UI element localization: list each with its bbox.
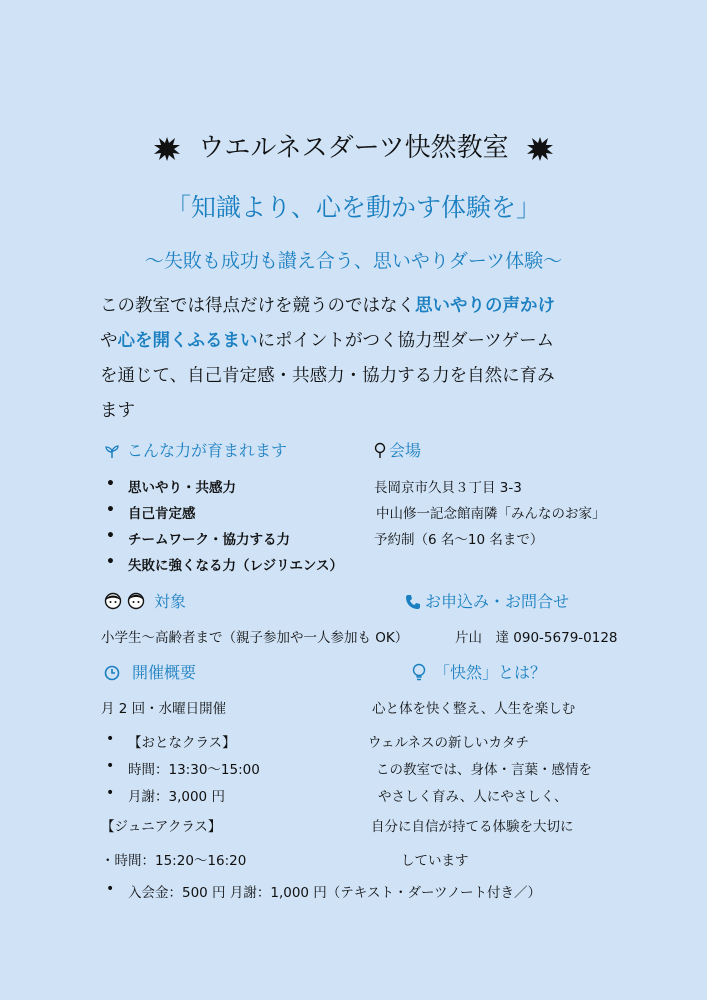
intro-highlight: 心を開くふるまい (117, 331, 258, 351)
venue-heading (374, 438, 421, 461)
adult-class-list (104, 731, 260, 812)
kaizen-line: 心と体を快く整え、人生を楽しむ (372, 701, 576, 717)
abilities-heading-text: こんな力が育まれます (127, 441, 288, 460)
sprout-icon (104, 443, 120, 459)
splat-icon (525, 134, 555, 164)
map-pin-icon (374, 442, 386, 459)
list-item: • 【おとなクラス】 (104, 731, 260, 758)
junior-class-label: 【ジュニアクラス】 (101, 819, 222, 835)
contact-text: 片山 達 090-5679-0128 (455, 630, 618, 646)
tagline: ～失敗も成功も讃え合う、思いやりダーツ体験～ (144, 250, 563, 272)
page-title: ウエルネスダーツ快然教室 (198, 133, 509, 163)
list-item: • チームワーク・協力する力 (104, 528, 343, 554)
list-item: • 月謝：3,000 円 (104, 785, 260, 812)
target-heading (104, 589, 186, 612)
clock-icon (104, 665, 120, 681)
intro-text: を通じて、自己肯定感・共感力・協力する力を自然に育み (100, 366, 555, 386)
kaizen-line: しています (401, 853, 469, 869)
kaizen-heading (412, 660, 546, 683)
kaizen-line: この教室では、身体・言葉・感情を (376, 762, 592, 778)
contact-heading-text: お申込み・お問合せ (425, 592, 570, 611)
children-icon (104, 592, 146, 610)
junior-class-time: ・時間：15:20～16:20 (101, 853, 247, 869)
subtitle: 「知識より、心を動かす体験を」 (165, 193, 541, 222)
venue-heading-text: 会場 (389, 441, 422, 460)
list-item: • 思いやり・共感力 (104, 476, 343, 502)
contact-heading (405, 589, 569, 612)
intro-highlight: 思いやりの声かけ (415, 296, 555, 316)
schedule-frequency: 月 2 回・水曜日開催 (101, 701, 227, 717)
intro-text: この教室では得点だけを競うのではなく (100, 296, 415, 316)
abilities-heading (104, 438, 287, 461)
schedule-heading-text: 開催概要 (132, 663, 197, 682)
kaizen-line: ウェルネスの新しいカタチ (368, 735, 530, 751)
intro-paragraph (100, 289, 555, 429)
venue-reservation: 予約制（6 名～10 名まで） (374, 532, 544, 548)
schedule-heading (104, 660, 196, 683)
kaizen-heading-text: 「快然」とは？ (434, 663, 547, 682)
page-title-row (0, 127, 707, 164)
lightbulb-icon (412, 663, 426, 681)
phone-icon (405, 594, 421, 610)
target-heading-text: 対象 (154, 592, 187, 611)
kaizen-line: やさしく育み、人にやさしく、 (378, 789, 568, 805)
intro-text: や (100, 331, 118, 351)
splat-icon (152, 134, 182, 164)
kaizen-line: 自分に自信が持てる体験を大切に (371, 819, 574, 835)
list-item: • 入会金：500 円 月謝：1,000 円（テキスト・ダーツノート付き／） (104, 881, 541, 901)
fees-list (104, 881, 541, 901)
venue-address: 長岡京市久貝３丁目 3-3 (374, 480, 522, 496)
venue-building: 中山修一記念館南隣「みんなのお家」 (376, 506, 606, 522)
intro-text: にポイントがつく協力型ダーツゲーム (257, 331, 555, 351)
list-item: • 時間：13:30～15:00 (104, 758, 260, 785)
intro-text: ます (100, 401, 135, 421)
list-item: • 失敗に強くなる力（レジリエンス） (104, 554, 343, 580)
target-text: 小学生～高齢者まで（親子参加や一人参加も OK） (101, 630, 409, 646)
abilities-list (104, 476, 343, 580)
list-item: • 自己肯定感 (104, 502, 343, 528)
